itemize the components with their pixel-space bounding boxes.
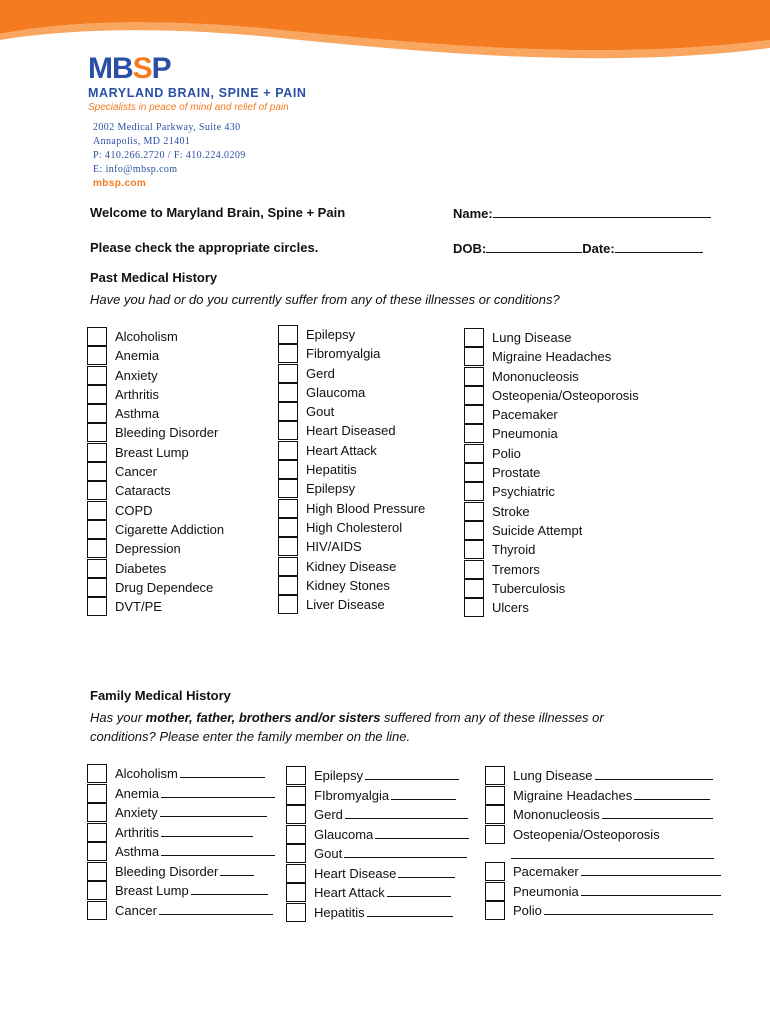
condition-text: Lung Disease: [492, 330, 572, 345]
condition-text: Heart Diseased: [306, 423, 396, 439]
condition-text: Glaucoma: [306, 384, 366, 400]
condition-text: Depression: [115, 541, 181, 557]
family-member-line[interactable]: [180, 765, 265, 778]
condition-label: [492, 465, 540, 480]
family-member-line[interactable]: [581, 883, 721, 896]
condition-checkbox[interactable]: [87, 501, 107, 520]
condition-checkbox[interactable]: [464, 386, 484, 405]
condition-label: [115, 522, 224, 537]
condition-label: [513, 806, 713, 822]
condition-text: High Blood Pressure: [306, 500, 426, 516]
family-member-line[interactable]: [581, 863, 721, 876]
instruction-text: Please check the appropriate circles.: [90, 240, 319, 255]
condition-text: Cancer: [115, 464, 157, 480]
condition-label: [306, 346, 380, 361]
condition-label: [306, 327, 355, 342]
condition-checkbox[interactable]: [87, 803, 107, 822]
condition-label: [492, 504, 530, 519]
condition-text: Pacemaker: [513, 864, 579, 879]
condition-checkbox[interactable]: [464, 424, 484, 443]
clinic-address: [93, 121, 246, 191]
condition-label: [306, 404, 334, 419]
condition-text: Fibromyalgia: [306, 346, 381, 362]
condition-label: [492, 542, 535, 557]
family-member-line[interactable]: [387, 884, 451, 897]
condition-label: [115, 348, 159, 363]
family-member-line[interactable]: [375, 826, 469, 839]
condition-label: [306, 443, 377, 458]
address-line2: Annapolis, MD 21401: [93, 136, 191, 147]
condition-checkbox[interactable]: [485, 786, 505, 805]
condition-text: Hepatitis: [306, 462, 357, 478]
condition-label: [306, 366, 335, 381]
condition-checkbox[interactable]: [485, 766, 505, 785]
condition-text: Lung Disease: [513, 768, 593, 783]
condition-checkbox[interactable]: [485, 805, 505, 824]
condition-label: [115, 882, 268, 898]
q-prefix: Has your: [90, 710, 146, 725]
brand-name: MARYLAND BRAIN, SPINE + PAIN: [88, 86, 307, 100]
condition-label: [314, 845, 467, 861]
condition-label: [314, 904, 453, 920]
condition-text: Anemia: [115, 785, 160, 801]
condition-text: Diabetes: [115, 560, 167, 576]
condition-text: Bleeding Disorder: [115, 425, 219, 441]
condition-checkbox[interactable]: [286, 883, 306, 902]
condition-text: Ulcers: [492, 600, 529, 616]
condition-text: Epilepsy: [306, 481, 356, 497]
condition-label: [115, 785, 275, 801]
condition-label: [306, 423, 396, 438]
q-suffix: suffered from any of these illnesses or: [380, 710, 604, 725]
condition-label: [513, 767, 713, 783]
family-history-question: [90, 710, 604, 725]
condition-text: Pneumonia: [513, 883, 579, 899]
condition-text: Epilepsy: [306, 327, 356, 342]
condition-label: [306, 501, 425, 516]
family-member-line[interactable]: [345, 806, 468, 819]
family-history-question-line2: conditions? Please enter the family member on the line.: [90, 729, 411, 744]
condition-checkbox[interactable]: [278, 557, 298, 576]
name-field[interactable]: [453, 205, 711, 221]
welcome-text: Welcome to Maryland Brain, Spine + Pain: [90, 205, 346, 220]
condition-checkbox[interactable]: [278, 537, 298, 556]
condition-text: Tremors: [492, 561, 540, 577]
condition-text: Heart Attack: [314, 885, 385, 900]
condition-checkbox[interactable]: [464, 579, 484, 598]
condition-checkbox[interactable]: [87, 327, 107, 346]
condition-label: [115, 599, 162, 614]
condition-text: Anxiety: [115, 367, 158, 383]
family-member-line[interactable]: [161, 785, 275, 798]
condition-checkbox[interactable]: [278, 364, 298, 383]
address-line1: 2002 Medical Parkway, Suite 430: [93, 122, 241, 133]
condition-checkbox[interactable]: [278, 595, 298, 614]
brand-logo: [88, 52, 307, 113]
condition-label: [115, 541, 181, 556]
condition-checkbox[interactable]: [286, 864, 306, 883]
condition-label: [306, 539, 362, 554]
condition-label: [306, 385, 365, 400]
condition-text: Gout: [306, 404, 335, 420]
condition-checkbox[interactable]: [464, 444, 484, 463]
family-member-line[interactable]: [160, 804, 267, 817]
condition-label: [115, 425, 218, 440]
condition-label: [306, 520, 402, 535]
condition-checkbox[interactable]: [87, 423, 107, 442]
condition-text: COPD: [115, 502, 153, 518]
condition-text: Arthritis: [115, 824, 160, 840]
condition-label: [115, 329, 178, 344]
condition-checkbox[interactable]: [278, 576, 298, 595]
condition-label: [314, 806, 468, 822]
condition-label: [492, 349, 611, 364]
condition-checkbox[interactable]: [278, 499, 298, 518]
name-label: Name:: [453, 206, 493, 221]
condition-label: [115, 368, 158, 383]
condition-checkbox[interactable]: [286, 844, 306, 863]
family-member-line[interactable]: [365, 767, 459, 780]
condition-checkbox[interactable]: [87, 764, 107, 783]
condition-text: Epilepsy: [314, 768, 364, 783]
condition-checkbox[interactable]: [464, 521, 484, 540]
dob-date-fields[interactable]: [453, 240, 703, 256]
condition-text: Osteopenia/Osteoporosis: [513, 826, 660, 842]
condition-checkbox[interactable]: [87, 443, 107, 462]
condition-checkbox[interactable]: [464, 347, 484, 366]
condition-label: [115, 561, 166, 576]
family-member-line[interactable]: [602, 806, 713, 819]
condition-label: [115, 843, 275, 859]
condition-label: [115, 503, 153, 518]
condition-text: Breast Lump: [115, 444, 189, 460]
condition-label: [306, 559, 396, 574]
condition-label: [492, 426, 558, 441]
condition-checkbox[interactable]: [278, 421, 298, 440]
condition-label: [115, 863, 254, 879]
condition-text: Pacemaker: [492, 407, 558, 423]
family-member-line[interactable]: [161, 843, 275, 856]
condition-text: DVT/PE: [115, 599, 162, 615]
condition-label: [513, 787, 710, 803]
condition-text: FIbromyalgia: [314, 787, 390, 803]
condition-text: Kidney Disease: [306, 558, 397, 574]
condition-label: [306, 597, 385, 612]
condition-checkbox[interactable]: [87, 559, 107, 578]
condition-label: [115, 580, 213, 595]
condition-checkbox[interactable]: [278, 441, 298, 460]
condition-checkbox[interactable]: [286, 786, 306, 805]
condition-label: [492, 484, 555, 499]
condition-checkbox[interactable]: [286, 903, 306, 922]
condition-label: [513, 883, 721, 899]
condition-label: [115, 824, 253, 840]
condition-checkbox[interactable]: [278, 325, 298, 344]
condition-checkbox[interactable]: [87, 881, 107, 900]
condition-checkbox[interactable]: [278, 460, 298, 479]
condition-label: [115, 804, 267, 820]
condition-label: [492, 523, 582, 538]
family-member-line[interactable]: [634, 787, 709, 800]
condition-text: Heart Disease: [314, 865, 397, 881]
condition-text: Migraine Headaches: [513, 787, 633, 803]
condition-text: Kidney Stones: [306, 577, 390, 593]
condition-checkbox[interactable]: [87, 520, 107, 539]
condition-text: Alcoholism: [115, 329, 178, 344]
date-label: Date:: [582, 241, 615, 256]
condition-checkbox[interactable]: [278, 402, 298, 421]
condition-text: Migraine Headaches: [492, 349, 612, 365]
condition-checkbox[interactable]: [87, 578, 107, 597]
condition-text: Gerd: [306, 365, 335, 381]
past-history-question: Have you had or do you currently suffer from any of these illnesses or conditions?: [90, 292, 560, 307]
condition-label: [492, 581, 565, 596]
condition-text: Osteopenia/Osteoporosis: [492, 387, 639, 403]
condition-checkbox[interactable]: [87, 385, 107, 404]
condition-text: Thyroid: [492, 542, 536, 558]
condition-checkbox[interactable]: [464, 540, 484, 559]
condition-checkbox[interactable]: [87, 597, 107, 616]
condition-checkbox[interactable]: [286, 805, 306, 824]
condition-text: Breast Lump: [115, 883, 189, 898]
family-member-line[interactable]: [367, 904, 453, 917]
condition-text: Cataracts: [115, 483, 171, 499]
condition-checkbox[interactable]: [87, 842, 107, 861]
family-member-line[interactable]: [544, 902, 713, 915]
condition-checkbox[interactable]: [87, 366, 107, 385]
family-member-line[interactable]: [344, 845, 467, 858]
condition-label: [492, 562, 540, 577]
condition-label: [115, 765, 265, 781]
condition-text: Drug Dependece: [115, 579, 214, 595]
condition-checkbox[interactable]: [464, 463, 484, 482]
family-history-title: Family Medical History: [90, 688, 231, 703]
condition-label: [314, 787, 456, 803]
phone-fax: P: 410.266.2720 / F: 410.224.0209: [93, 150, 246, 161]
condition-checkbox[interactable]: [278, 518, 298, 537]
condition-checkbox[interactable]: [464, 367, 484, 386]
condition-checkbox[interactable]: [87, 539, 107, 558]
condition-text: Alcoholism: [115, 766, 178, 781]
condition-label: [314, 884, 451, 900]
condition-label: [314, 865, 455, 881]
email: E: info@mbsp.com: [93, 164, 178, 175]
condition-checkbox[interactable]: [87, 784, 107, 803]
condition-checkbox[interactable]: [278, 479, 298, 498]
condition-checkbox[interactable]: [87, 901, 107, 920]
logo-mark: MBSP: [88, 52, 171, 85]
condition-label: [115, 902, 273, 918]
condition-checkbox[interactable]: [87, 823, 107, 842]
family-member-line[interactable]: [161, 824, 253, 837]
condition-text: Mononucleosis: [513, 807, 600, 822]
condition-text: Asthma: [115, 844, 160, 859]
condition-text: Cigarette Addiction: [115, 521, 225, 537]
condition-checkbox[interactable]: [485, 862, 505, 881]
condition-text: Pneumonia: [492, 426, 558, 442]
condition-text: Polio: [513, 903, 542, 918]
condition-text: High Cholesterol: [306, 519, 403, 535]
condition-text: Mononucleosis: [492, 368, 579, 384]
condition-label: [492, 330, 572, 345]
condition-text: Liver Disease: [306, 597, 385, 613]
q-bold: mother, father, brothers and/or sisters: [145, 710, 381, 725]
condition-label: [492, 369, 579, 384]
condition-text: Hepatitis: [314, 904, 365, 920]
condition-label: [314, 826, 469, 842]
condition-label: [115, 406, 159, 421]
condition-checkbox[interactable]: [278, 344, 298, 363]
condition-checkbox[interactable]: [464, 482, 484, 501]
condition-text: Gerd: [314, 807, 343, 822]
condition-label: [115, 387, 159, 402]
condition-label: [306, 462, 357, 477]
condition-checkbox[interactable]: [87, 462, 107, 481]
condition-text: Heart Attack: [306, 442, 377, 458]
condition-checkbox[interactable]: [87, 346, 107, 365]
family-member-line[interactable]: [595, 767, 714, 780]
condition-checkbox[interactable]: [87, 404, 107, 423]
condition-label: [115, 483, 171, 498]
family-member-line[interactable]: [191, 882, 269, 895]
condition-label: [513, 902, 713, 918]
condition-text: Tuberculosis: [492, 580, 566, 596]
condition-checkbox[interactable]: [87, 862, 107, 881]
condition-text: Polio: [492, 445, 521, 461]
family-blank-line: [511, 858, 714, 859]
condition-text: Asthma: [115, 406, 160, 422]
condition-label: [314, 767, 459, 783]
condition-text: Gout: [314, 846, 343, 861]
past-history-title: Past Medical History: [90, 270, 218, 285]
condition-text: Suicide Attempt: [492, 522, 583, 538]
condition-checkbox[interactable]: [464, 598, 484, 617]
condition-checkbox[interactable]: [286, 766, 306, 785]
condition-checkbox[interactable]: [464, 405, 484, 424]
condition-label: [513, 826, 662, 842]
condition-text: Cancer: [115, 902, 157, 918]
condition-label: [492, 446, 521, 461]
condition-label: [115, 445, 189, 460]
condition-checkbox[interactable]: [278, 383, 298, 402]
condition-label: [306, 481, 355, 496]
condition-label: [115, 464, 157, 479]
brand-tagline: Specialists in peace of mind and relief of pain: [88, 102, 289, 113]
condition-checkbox[interactable]: [485, 825, 505, 844]
condition-text: Glaucoma: [314, 826, 374, 842]
condition-text: HIV/AIDS: [306, 539, 362, 555]
condition-text: Anxiety: [115, 805, 158, 820]
condition-checkbox[interactable]: [464, 560, 484, 579]
family-member-line[interactable]: [159, 902, 273, 915]
condition-label: [492, 600, 529, 615]
condition-label: [492, 388, 639, 403]
website: mbsp.com: [93, 178, 147, 189]
condition-checkbox[interactable]: [485, 901, 505, 920]
condition-text: Psychiatric: [492, 484, 555, 500]
condition-checkbox[interactable]: [87, 481, 107, 500]
condition-checkbox[interactable]: [286, 825, 306, 844]
condition-text: Bleeding Disorder: [115, 863, 219, 879]
condition-text: Stroke: [492, 503, 530, 519]
condition-label: [513, 863, 721, 879]
condition-text: Anemia: [115, 348, 160, 364]
condition-checkbox[interactable]: [485, 882, 505, 901]
condition-text: Arthritis: [115, 386, 160, 402]
condition-label: [306, 578, 390, 593]
condition-text: Prostate: [492, 465, 541, 481]
family-member-line[interactable]: [398, 865, 455, 878]
dob-label: DOB:: [453, 241, 487, 256]
family-member-line[interactable]: [391, 787, 455, 800]
condition-label: [492, 407, 558, 422]
condition-checkbox[interactable]: [464, 328, 484, 347]
condition-checkbox[interactable]: [464, 502, 484, 521]
family-member-line[interactable]: [220, 863, 254, 876]
